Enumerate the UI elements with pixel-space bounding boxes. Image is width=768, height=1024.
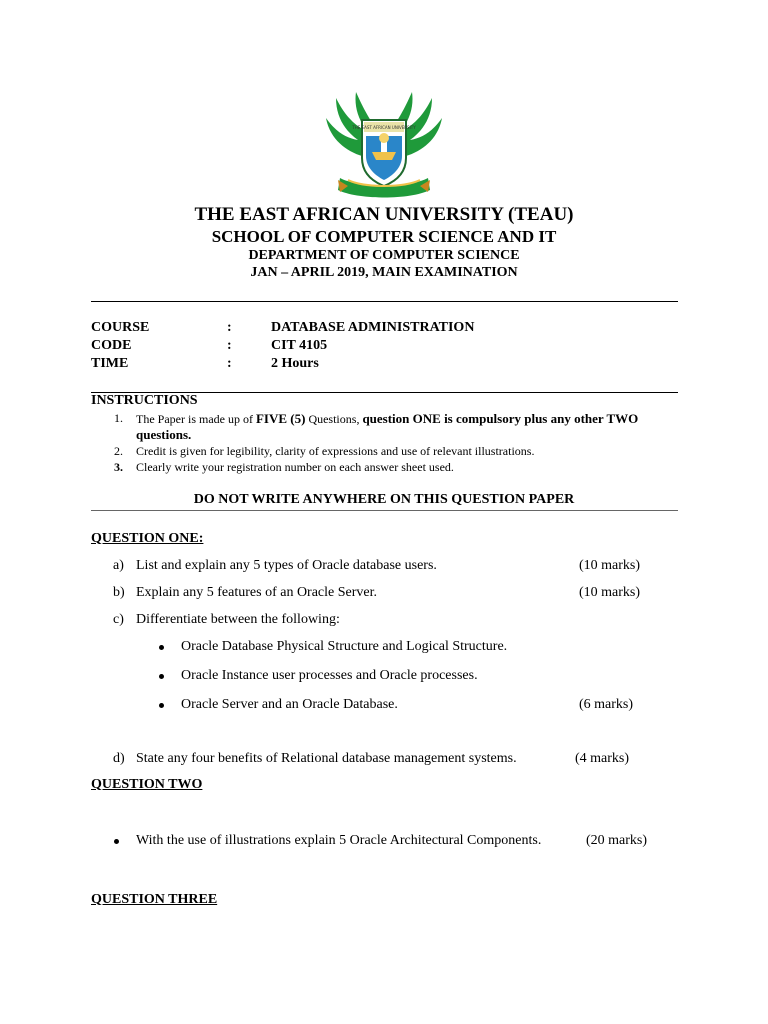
item-text: List and explain any 5 types of Oracle database users. bbox=[136, 558, 437, 573]
exam-title: JAN – APRIL 2019, MAIN EXAMINATION bbox=[250, 265, 518, 280]
item-letter: d) bbox=[113, 751, 125, 766]
meta-value: DATABASE ADMINISTRATION bbox=[271, 320, 475, 335]
item-text: State any four benefits of Relational database management systems. bbox=[136, 751, 517, 766]
marks-label: (4 marks) bbox=[575, 751, 630, 766]
meta-value: CIT 4105 bbox=[271, 338, 328, 353]
divider bbox=[91, 510, 678, 511]
instruction-text: The Paper is made up of FIVE (5) Questions, question ONE is compulsory plus any other TWO questions. bbox=[136, 411, 639, 442]
meta-label: COURSE bbox=[91, 320, 150, 335]
marks-label: (10 marks) bbox=[579, 585, 641, 600]
notice-text: DO NOT WRITE ANYWHERE ON THIS QUESTION PAPER bbox=[193, 492, 575, 507]
marks-label: (20 marks) bbox=[586, 833, 648, 848]
instruction-number: 2. bbox=[114, 444, 123, 458]
bullet-icon bbox=[159, 674, 164, 679]
university-logo bbox=[318, 88, 450, 206]
bullet-icon bbox=[114, 839, 119, 844]
instruction-text: Clearly write your registration number on each answer sheet used. bbox=[136, 460, 454, 474]
instruction-number: 1. bbox=[114, 411, 123, 425]
item-text: Explain any 5 features of an Oracle Server. bbox=[136, 585, 378, 600]
school-title: SCHOOL OF COMPUTER SCIENCE AND IT bbox=[211, 227, 557, 246]
meta-colon: : bbox=[227, 338, 232, 353]
logo-text: THE EAST AFRICAN UNIVERSITY bbox=[352, 125, 416, 130]
university-title: THE EAST AFRICAN UNIVERSITY (TEAU) bbox=[194, 204, 574, 225]
marks-label: (6 marks) bbox=[579, 697, 634, 712]
bullet-text: Oracle Database Physical Structure and Logical Structure. bbox=[181, 639, 508, 654]
instruction-text: Credit is given for legibility, clarity of expressions and use of relevant illustrations. bbox=[136, 444, 535, 458]
question-one-heading: QUESTION ONE: bbox=[91, 531, 204, 546]
bullet-text: With the use of illustrations explain 5 Oracle Architectural Components. bbox=[136, 833, 542, 848]
bullet-icon bbox=[159, 645, 164, 650]
department-title: DEPARTMENT OF COMPUTER SCIENCE bbox=[248, 248, 520, 263]
item-letter: c) bbox=[113, 612, 124, 627]
bullet-icon bbox=[159, 703, 164, 708]
item-letter: b) bbox=[113, 585, 125, 600]
item-text: Differentiate between the following: bbox=[136, 612, 340, 627]
meta-colon: : bbox=[227, 320, 232, 335]
bullet-text: Oracle Server and an Oracle Database. bbox=[181, 697, 398, 712]
question-three-heading: QUESTION THREE bbox=[91, 892, 218, 907]
university-crest-icon bbox=[318, 88, 450, 206]
divider bbox=[91, 301, 678, 302]
meta-label: TIME bbox=[91, 356, 129, 371]
meta-value: 2 Hours bbox=[271, 356, 319, 371]
question-two-heading: QUESTION TWO bbox=[91, 777, 203, 792]
marks-label: (10 marks) bbox=[579, 558, 641, 573]
instruction-number: 3. bbox=[114, 460, 123, 474]
bullet-text: Oracle Instance user processes and Oracle processes. bbox=[181, 668, 478, 683]
meta-label: CODE bbox=[91, 338, 132, 353]
item-letter: a) bbox=[113, 558, 124, 573]
instructions-heading: INSTRUCTIONS bbox=[91, 393, 198, 408]
meta-colon: : bbox=[227, 356, 232, 371]
